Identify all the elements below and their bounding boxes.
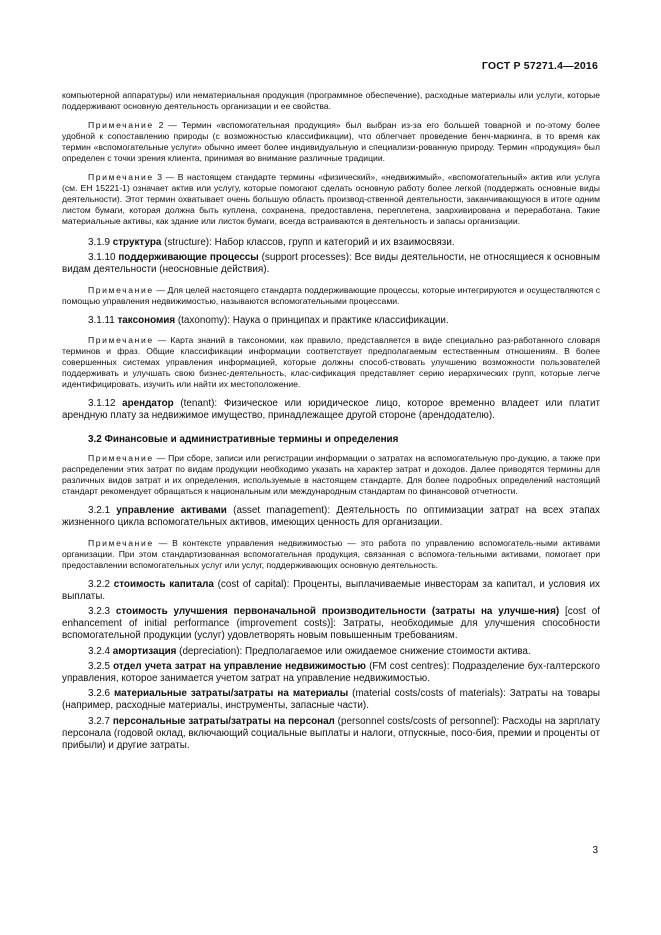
definition-3-2-6 (62, 688, 600, 712)
note-text: — При сборе, записи или регистрации информации о затратах на вспомогательную про-дукцию, а также при распределении этих затрат по видам продукции необходимо указать на характер затрат и доходов. Далее приводятся термины для различных видов затрат и их определения, используемые в настоящем стандарте. Для более подробных определений настоящий стандарт рекомендует обращаться к национальным или международным стандартам по финансовой отчетности. (62, 453, 600, 497)
term: таксономия (117, 314, 176, 326)
note-label: Примечание (88, 120, 154, 130)
term: амортизация (112, 645, 177, 657)
term: стоимость улучшения первоначальной производительности (затраты на улучше-ния) (115, 606, 560, 618)
term-definition: [cost of enhancement of initial performance (improvement costs)]: Затраты, необходимые для улучшения способности вспомогательной продукции (услуг) удовлетворять новым повышенным требованиям. (62, 606, 600, 642)
definition-3-2-4 (62, 646, 600, 658)
term-definition: (cost of capital): Проценты, выплачиваемые инвесторам за капитал, и условия их выплаты. (62, 578, 600, 602)
term-definition: (taxonomy): Наука о принципах и практике классификации. (175, 314, 449, 326)
term: структура (112, 237, 162, 248)
note-text: 3 — В настоящем стандарте термины «физический», «недвижимый», «вспомогательный» актив или услуга (см. ЕН 15221-1) означает актив или услугу, которые помогают сделать основную работу более легкой (поддержать основные виды деятельности). Этот термин охватывает очень большую область производ-ственной деятельности, заканчивающуюся в итоге одним листом бумаги, которая должна быть куплена, сохранена, предоставлена, переплетена, заархивирована и переработана. Такие материальные активы, как здание или листок бумаги, всегда встраиваются в деятельность и запасы организации. (62, 172, 600, 226)
page-content (62, 90, 600, 752)
term-definition: (support processes): Все виды деятельности, не относящиеся к основным видам деятельности (неосновные действия). (62, 252, 600, 276)
term: арендатор (122, 397, 174, 409)
note-text: 2 — Термин «вспомогательная продукция» был выбран из-за его большей товарной и по-этому более удобной к сопоставлению природы (с возможностью классификации), что облегчает проведение бенч-маркинга, в то время как термин «вспомогательные услуги» обычно имеет более индивидуальную и специализи-рованную природу. Термин «продукция» был определен с точки зрения клиента, принимая во внимание различные традиции. (62, 120, 600, 163)
note-label: Примечание (88, 537, 154, 548)
term-number: 3.2.3 (88, 606, 116, 618)
section-heading: 3.2 Финансовые и административные термины и определения (88, 434, 399, 446)
term-definition: (FM cost centres): Подразделение бух-галтерского управления, которое занимается учетом затрат на управление недвижимостью. (62, 660, 601, 685)
note-label: Примечание (88, 453, 154, 464)
term-number: 3.1.10 (88, 252, 119, 264)
definition-3-2-7 (62, 716, 600, 753)
note-asset-management (62, 538, 600, 571)
standard-designation: ГОСТ Р 57271.4—2016 (481, 60, 598, 72)
term-definition: (tenant): Физическое или юридическое лицо, которое временно владеет или платит арендную плату за недвижимое имущество, принадлежащее другой стороне (арендодателю). (62, 397, 600, 422)
term: отдел учета затрат на управление недвижимостью (113, 660, 366, 672)
note-label: Примечание (88, 172, 154, 182)
note-label: Примечание (88, 284, 154, 295)
term: управление активами (116, 505, 227, 517)
term-number: 3.2.7 (88, 715, 113, 727)
term-number: 3.1.12 (88, 397, 123, 409)
term: персональные затраты/затраты на персонал (112, 715, 335, 727)
term: материальные затраты/затраты на материалы (113, 688, 349, 700)
term: стоимость капитала (113, 578, 214, 590)
term-definition: (asset management): Деятельность по оптимизации затрат на всех этапах жизненного цикла вспомогательных активов, имеющих ценность для организации. (62, 505, 600, 529)
definition-3-2-2 (62, 579, 600, 603)
definition-3-2-1 (62, 505, 600, 529)
definition-3-1-10 (62, 252, 600, 276)
definition-3-1-9 (62, 237, 600, 249)
definition-3-1-12 (62, 398, 600, 422)
note-text: — В контексте управления недвижимостью — это работа по управлению вспомогатель-ными активами организации. При этом стандартизованная вспомогательная продукция, связанная с вспомога-тельными активами, помогает при предоставлении вспомогательных услуг или услуг, поддерживающих основную деятельность. (62, 537, 600, 570)
note-support-processes (62, 285, 600, 307)
term-number: 3.2.2 (88, 578, 114, 590)
note-label: Примечание (88, 334, 154, 345)
term-number: 3.1.9 (88, 237, 113, 248)
term-number: 3.2.5 (88, 660, 114, 672)
note-2 (62, 120, 600, 164)
note-taxonomy (62, 335, 600, 390)
term-definition: (structure): Набор классов, групп и категорий и их взаимосвязи. (161, 237, 455, 248)
note-3 (62, 172, 600, 227)
term-number: 3.2.6 (88, 688, 114, 700)
definition-3-2-3 (62, 606, 600, 643)
page-number: 3 (592, 845, 598, 856)
paragraph-continuation: компьютерной аппаратуры) или нематериальная продукция (программное обеспечение), расходные материалы или услуги, которые поддерживают основную деятельность организации и ее свойства. (62, 90, 600, 111)
term-definition: (material costs/costs of materials): Затраты на товары (например, расходные материалы, инструменты, запасные части). (62, 688, 600, 712)
term-number: 3.2.4 (88, 645, 113, 657)
note-financial (62, 453, 600, 497)
definition-3-1-11 (62, 315, 600, 327)
term: поддерживающие процессы (118, 252, 259, 264)
term-definition: (personnel costs/costs of personnel): Расходы на зарплату персонала (годовой оклад, включающий социальные выплаты и налоги, отпускные, посо-бия, премии и проценты от прибыли) и другие затраты. (62, 715, 600, 752)
definition-3-2-5 (62, 661, 600, 685)
note-text: — Карта знаний в таксономии, как правило, представляется в виде специально раз-работанного словаря терминов и фраз. Общие классификации информации соответствует предполагаемым естественным отношениям. В более совершенных системах управления информацией, которые должны способ-ствовать улучшению возможности пользователей поддерживать и улучшать свою бизнес-деятельность, клас-сификация представляет серию иерархических групп, которые легче идентифицировать, изучить или найти их местоположение. (62, 334, 600, 389)
term-number: 3.1.11 (88, 314, 118, 326)
term-number: 3.2.1 (88, 505, 117, 517)
note-text: — Для целей настоящего стандарта поддерживающие процессы, которые интегрируются и осуществляются с помощью управления недвижимостью, называются вспомогательными процессами. (62, 284, 600, 306)
term-definition: (depreciation): Предполагаемое или ожидаемое снижение стоимости актива. (176, 645, 531, 657)
